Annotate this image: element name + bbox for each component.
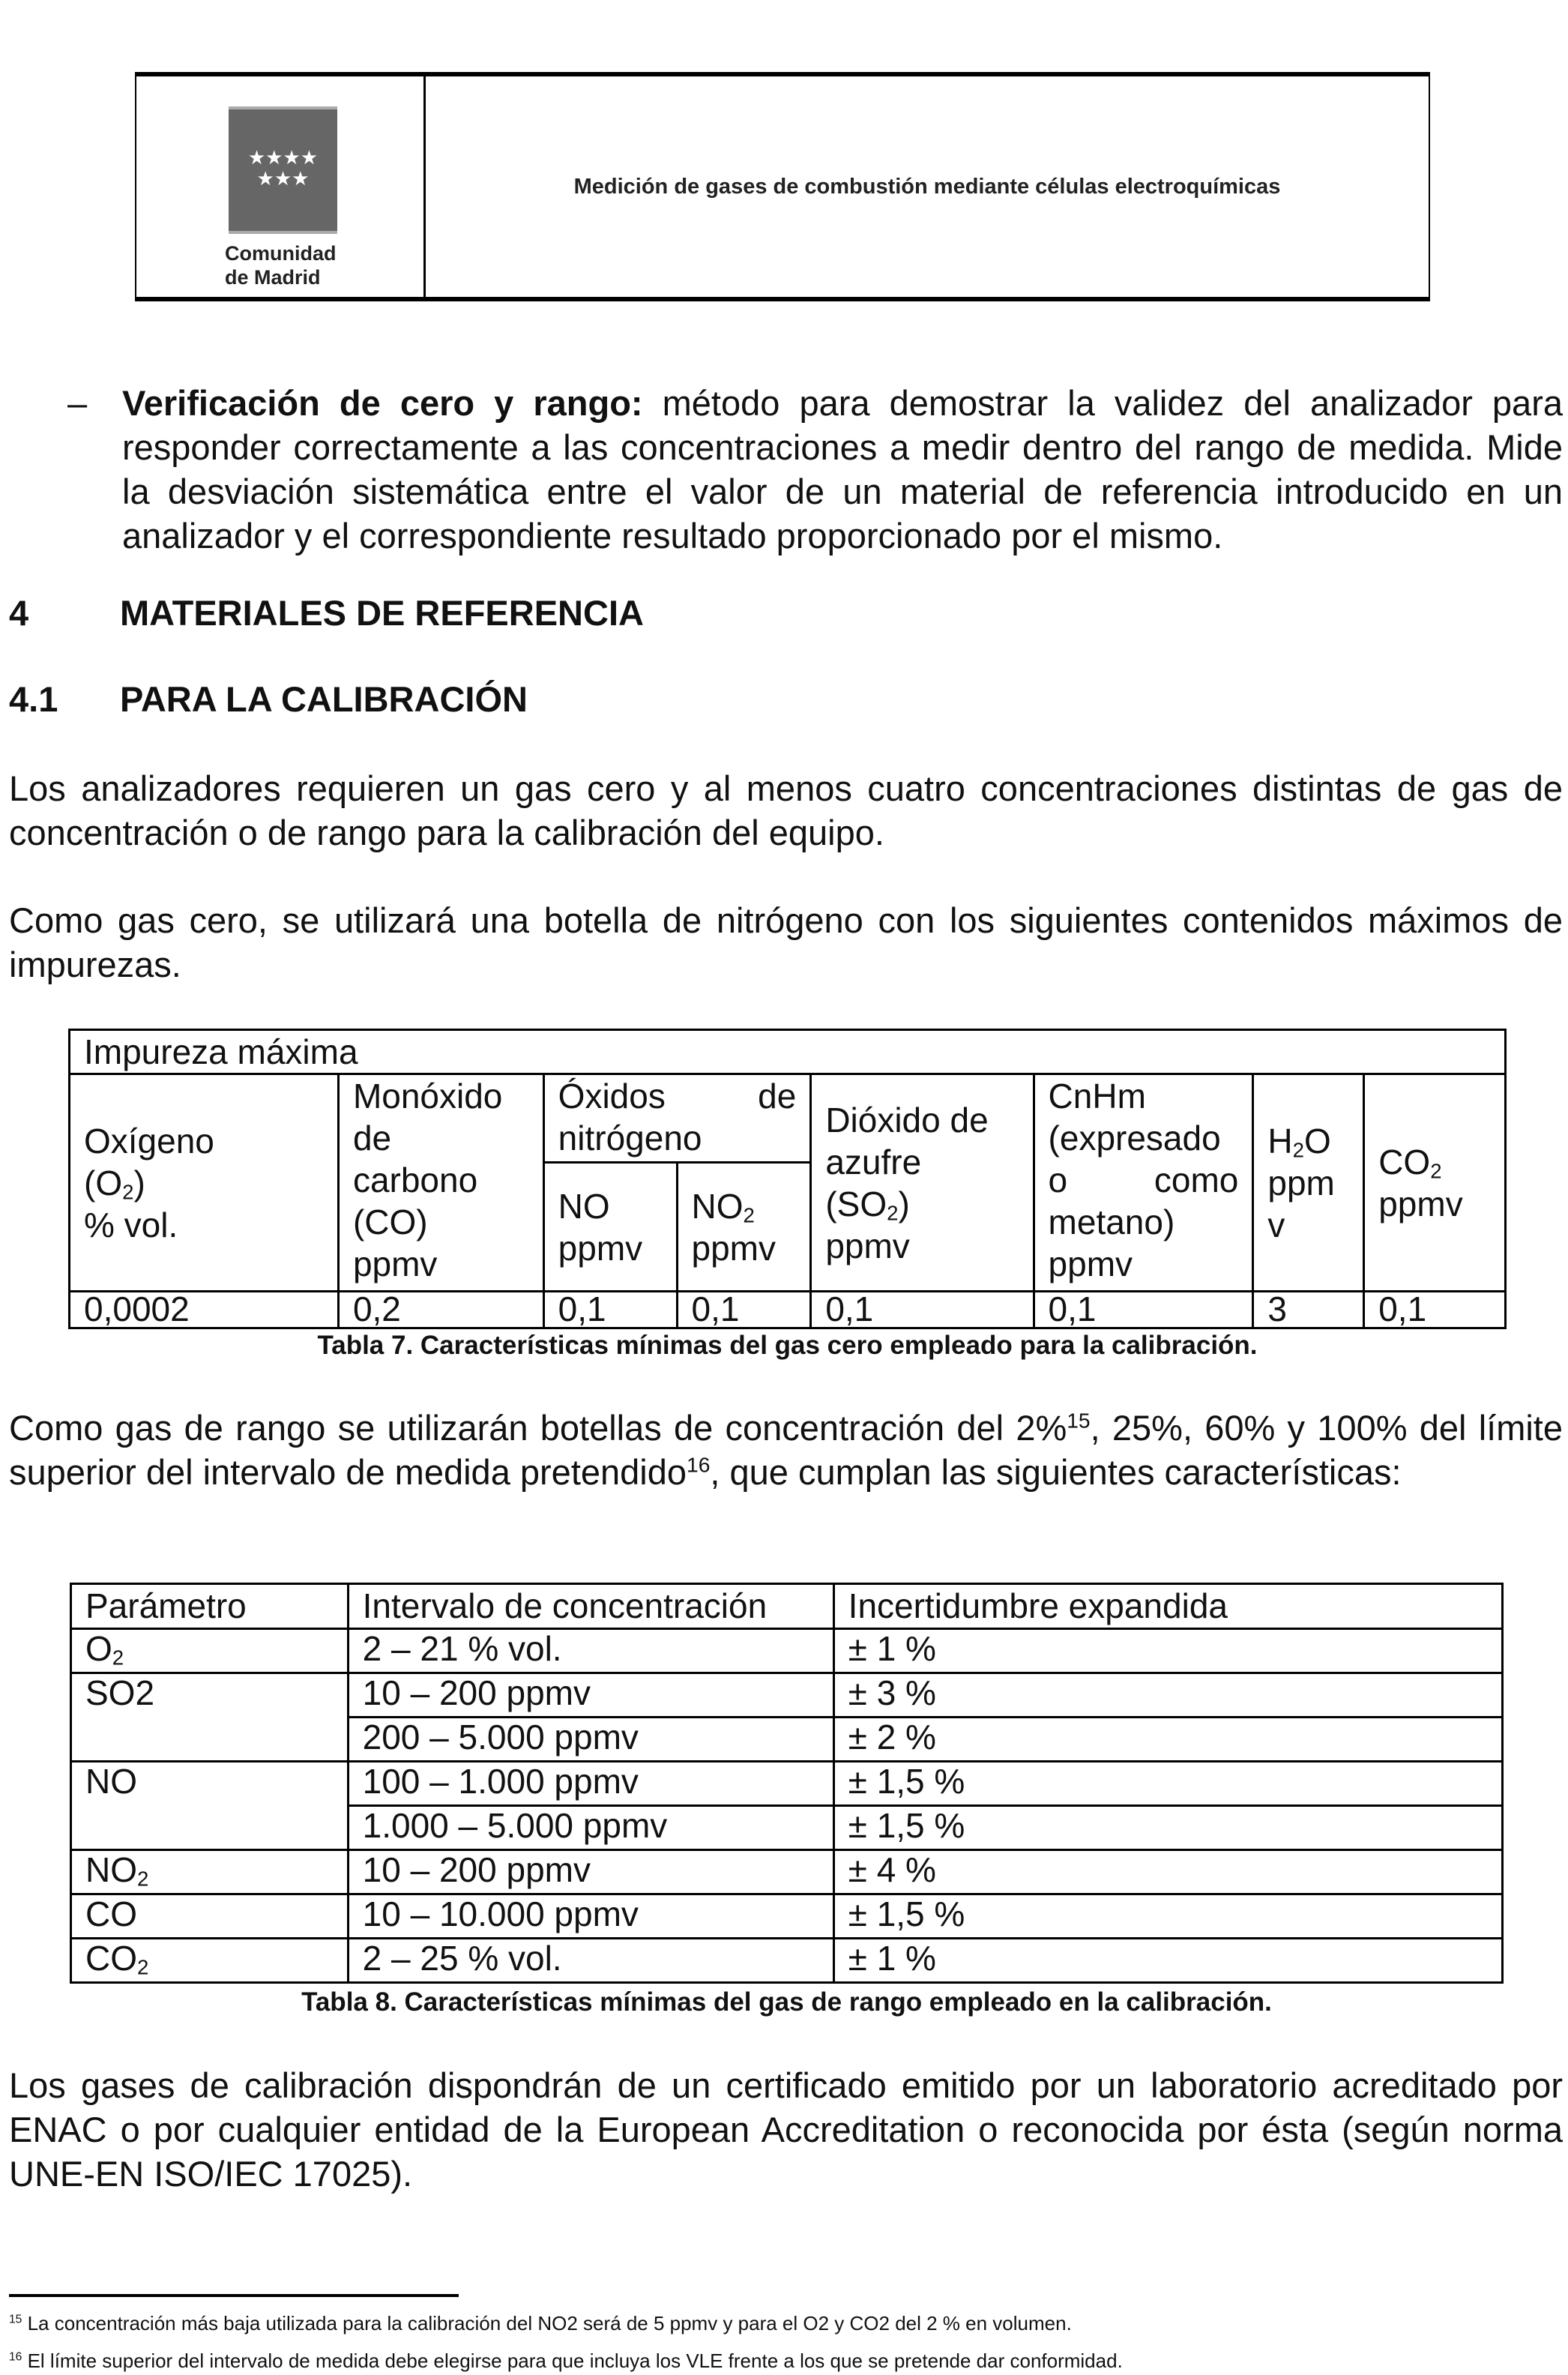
header-co: Monóxido de carbono (CO) ppmv [338, 1074, 543, 1292]
uncertainty-cell: ± 2 % [833, 1718, 1502, 1762]
value-co2: 0,1 [1364, 1292, 1506, 1328]
uncertainty-cell: ± 4 % [833, 1850, 1502, 1894]
table-row [71, 1673, 1503, 1718]
range-cell: 2 – 25 % vol. [348, 1939, 833, 1983]
paragraph-3-part: Como gas de rango se utilizarán botellas de concentración del 2% [9, 1408, 1067, 1448]
uncertainty-cell: ± 1,5 % [833, 1762, 1502, 1806]
footnote-15 [9, 2312, 1072, 2335]
uncertainty-cell: ± 1,5 % [833, 1806, 1502, 1850]
value-so2: 0,1 [811, 1292, 1034, 1328]
table-8-caption: Tabla 8. Características mínimas del gas de rango empleado en la calibración. [301, 1987, 1272, 2017]
range-cell: 200 – 5.000 ppmv [348, 1718, 833, 1762]
value-co: 0,2 [338, 1292, 543, 1328]
parameter-cell [71, 1806, 349, 1850]
uncertainty-cell: ± 1 % [833, 1629, 1502, 1673]
parameter-cell [71, 1718, 349, 1762]
range-cell: 10 – 200 ppmv [348, 1850, 833, 1894]
table-row [71, 1629, 1503, 1673]
value-cnhm: 0,1 [1034, 1292, 1253, 1328]
table-row [71, 1894, 1503, 1939]
comunidad-de-madrid-logo [136, 76, 426, 297]
column-header: Intervalo de concentración [348, 1584, 833, 1629]
uncertainty-cell: ± 1 % [833, 1939, 1502, 1983]
uncertainty-cell: ± 1,5 % [833, 1894, 1502, 1939]
range-cell: 1.000 – 5.000 ppmv [348, 1806, 833, 1850]
value-no2: 0,1 [677, 1292, 811, 1328]
parameter-cell: $O_2$ [71, 1629, 349, 1673]
definition-term: Verificación de cero y rango: [122, 383, 643, 423]
footnote-text: El límite superior del intervalo de medida debe elegirse para que incluya los VLE frente a los que se pretende dar conformidad. [27, 2350, 1123, 2372]
table-row [71, 1806, 1503, 1850]
section-4-1-title: PARA LA CALIBRACIÓN [120, 679, 528, 719]
header-cnhm: CnHm (expresado o como metano) ppmv [1034, 1074, 1253, 1292]
paragraph-2: Como gas cero, se utilizará una botella de nitrógeno con los siguientes contenidos máximos de impurezas. [9, 900, 1563, 984]
paragraph-4: Los gases de calibración dispondrán de un certificado emitido por un laboratorio acreditado por ENAC o por cualquier entidad de la European Accreditation o reconocida por ésta (según norma UNE-EN ISO/IEC 17025). [9, 2065, 1563, 2194]
header-nox: Óxidos de nitrógeno [543, 1074, 811, 1163]
footnote-16 [9, 2350, 1123, 2372]
parameter-cell: $CO_2$ [71, 1939, 349, 1983]
parameter-cell: SO2 [71, 1673, 349, 1718]
section-4-title: MATERIALES DE REFERENCIA [120, 593, 644, 633]
parameter-cell: $NO_2$ [71, 1850, 349, 1894]
paragraph-1: Los analizadores requieren un gas cero y al menos cuatro concentraciones distintas de gas de concentración o de rango para la calibración del equipo. [9, 768, 1563, 852]
value-o2: 0,0002 [70, 1292, 339, 1328]
header-so2: Dióxido de azufre $(SO_2)$ ppmv [811, 1074, 1034, 1292]
bullet-dash: – [67, 383, 88, 423]
parameter-cell: NO [71, 1762, 349, 1806]
footnote-ref-16[interactable]: 16 [687, 1452, 711, 1477]
footnote-number: 15 [9, 2313, 22, 2326]
footnote-separator [9, 2294, 459, 2297]
definition-text: método para demostrar la validez del analizador para responder correctamente a las concentraciones a medir dentro del rango de medida. Mide la desviación sistemática entre el valor de un material de referencia introducido en un analizador y el correspondiente resultado proporcionado por el mismo. [122, 383, 1563, 556]
section-4-number: 4 [9, 593, 29, 633]
uncertainty-cell: ± 3 % [833, 1673, 1502, 1718]
table-row [71, 1939, 1503, 1983]
table-8 [70, 1583, 1504, 1984]
header-no2: $NO_2$ ppmv [677, 1163, 811, 1292]
range-cell: 2 – 21 % vol. [348, 1629, 833, 1673]
document-title: Medición de gases de combustión mediante células electroquímicas [573, 174, 1281, 199]
header-co2: $CO_2$ ppmv [1364, 1074, 1506, 1292]
header-h2o: $H_2O$ ppm v [1253, 1074, 1364, 1292]
footnote-text: La concentración más baja utilizada para la calibración del NO2 será de 5 ppmv y para el O2 y CO2 del 2 % en volumen. [27, 2312, 1072, 2335]
range-cell: 10 – 200 ppmv [348, 1673, 833, 1718]
paragraph-3-part: , que cumplan las siguientes características: [710, 1452, 1402, 1492]
column-header: Parámetro [71, 1584, 349, 1629]
value-h2o: 3 [1253, 1292, 1364, 1328]
table-7-title: Impureza máxima [70, 1030, 1506, 1074]
value-no: 0,1 [543, 1292, 677, 1328]
range-cell: 100 – 1.000 ppmv [348, 1762, 833, 1806]
footnote-ref-15[interactable]: 15 [1067, 1408, 1091, 1433]
section-4-1-number: 4.1 [9, 679, 58, 719]
page-header [135, 72, 1430, 301]
definition-paragraph [122, 381, 1563, 558]
table-row [71, 1762, 1503, 1806]
table-7 [68, 1029, 1507, 1329]
paragraph-3-part: , 25%, 60% y 100% del límite superior del intervalo de medida pretendido [9, 1408, 1563, 1492]
header-no: NO ppmv [543, 1163, 677, 1292]
column-header: Incertidumbre expandida [833, 1584, 1502, 1629]
header-oxygen: Oxígeno $(O_2)$ % vol. [70, 1074, 339, 1292]
range-cell: 10 – 10.000 ppmv [348, 1894, 833, 1939]
table-row [71, 1850, 1503, 1894]
footnote-number: 16 [9, 2350, 22, 2364]
stars-flag-icon: ★★★★ ★★★ [229, 106, 337, 234]
paragraph-3 [9, 1406, 1563, 1494]
table-7-caption: Tabla 7. Características mínimas del gas cero empleado para la calibración. [317, 1331, 1258, 1360]
logo-text: Comunidad de Madrid [225, 242, 337, 289]
table-row [71, 1718, 1503, 1762]
table-8-header-row [71, 1584, 1503, 1629]
parameter-cell: CO [71, 1894, 349, 1939]
